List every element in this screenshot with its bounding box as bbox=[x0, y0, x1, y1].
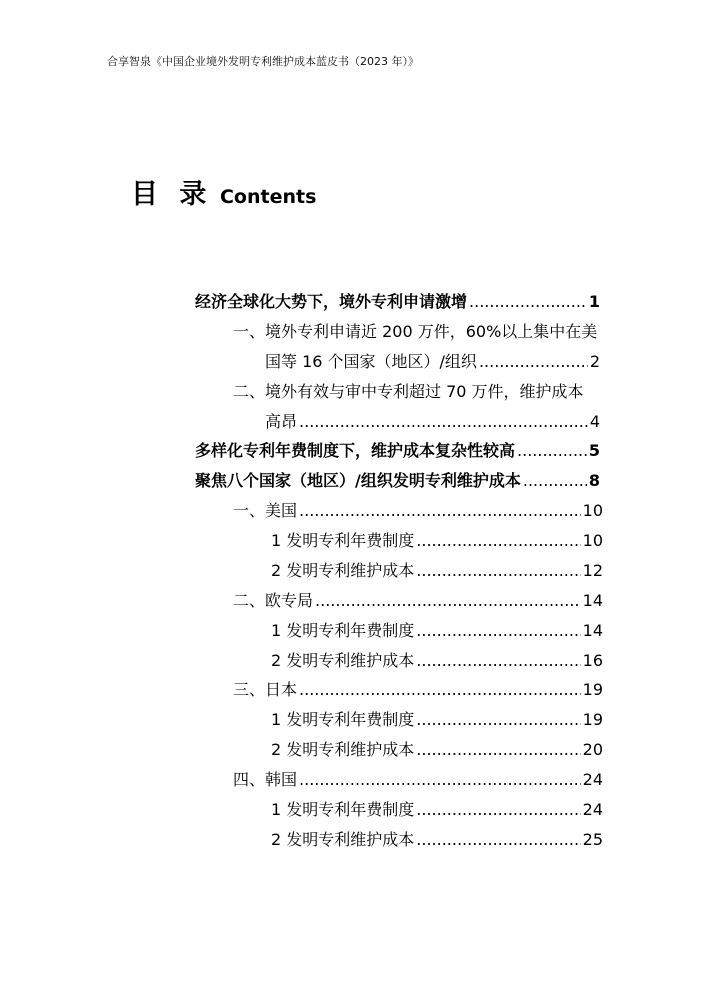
toc-entry-1-1[interactable] bbox=[265, 352, 600, 372]
dot-leader bbox=[523, 471, 587, 491]
dot-leader bbox=[315, 591, 581, 611]
dot-leader bbox=[416, 531, 580, 551]
dot-leader bbox=[299, 770, 581, 790]
toc-page-number: 5 bbox=[588, 441, 600, 460]
toc-entry-section-2[interactable] bbox=[195, 441, 600, 461]
toc-page-number: 8 bbox=[588, 471, 600, 490]
toc-entry-kr-cost[interactable] bbox=[271, 830, 603, 850]
toc-entry-label: 三、日本 bbox=[233, 680, 298, 699]
toc-entry-epo-cost[interactable] bbox=[271, 651, 603, 671]
toc-page-number: 2 bbox=[589, 352, 600, 371]
title-english: Contents bbox=[219, 186, 317, 208]
toc-page-number: 25 bbox=[582, 830, 603, 849]
toc-entry-label: 2 发明专利维护成本 bbox=[271, 740, 415, 759]
toc-page-number: 14 bbox=[582, 591, 603, 610]
dot-leader bbox=[416, 800, 580, 820]
toc-page-number: 24 bbox=[582, 770, 603, 789]
dot-leader bbox=[416, 621, 580, 641]
toc-entry-label: 1 发明专利年费制度 bbox=[271, 710, 415, 729]
toc-entry-jp-fee[interactable] bbox=[271, 710, 603, 730]
toc-entry-jp-cost[interactable] bbox=[271, 740, 603, 760]
toc-entry-epo[interactable] bbox=[233, 591, 603, 611]
toc-entry-label: 经济全球化大势下，境外专利申请激增 bbox=[195, 292, 468, 311]
toc-entry-kr-fee[interactable] bbox=[271, 800, 603, 820]
dot-leader bbox=[416, 740, 580, 760]
dot-leader bbox=[416, 830, 580, 850]
toc-page-number: 10 bbox=[582, 531, 603, 550]
dot-leader bbox=[479, 352, 588, 372]
toc-entry-label: 2 发明专利维护成本 bbox=[271, 830, 415, 849]
toc-entry-label: 一、美国 bbox=[233, 501, 298, 520]
toc-page-number: 19 bbox=[582, 680, 603, 699]
toc-entry-epo-fee[interactable] bbox=[271, 621, 603, 641]
toc-page-number: 1 bbox=[588, 292, 600, 311]
toc-entry-us[interactable] bbox=[233, 501, 603, 521]
toc-page-number: 14 bbox=[582, 621, 603, 640]
toc-entry-1-1-line1[interactable]: 一、境外专利申请近 200 万件，60%以上集中在美 bbox=[233, 322, 598, 341]
toc-page-number: 20 bbox=[582, 740, 603, 759]
toc-entry-label: 国等 16 个国家（地区）/组织 bbox=[265, 352, 477, 371]
page-title bbox=[131, 172, 316, 211]
dot-leader bbox=[517, 441, 587, 461]
title-chinese: 目 录 bbox=[131, 179, 213, 210]
running-header: 合享智泉《中国企业境外发明专利维护成本蓝皮书（2023 年）》 bbox=[107, 55, 419, 68]
dot-leader bbox=[299, 412, 588, 432]
toc-entry-section-3[interactable] bbox=[195, 471, 600, 491]
dot-leader bbox=[469, 292, 587, 312]
dot-leader bbox=[416, 651, 580, 671]
toc-entry-jp[interactable] bbox=[233, 680, 603, 700]
toc-entry-label: 2 发明专利维护成本 bbox=[271, 561, 415, 580]
toc-entry-label: 高昂 bbox=[265, 412, 298, 431]
toc-entry-1-2[interactable] bbox=[265, 412, 600, 432]
toc-page-number: 19 bbox=[582, 710, 603, 729]
toc-entry-label: 2 发明专利维护成本 bbox=[271, 651, 415, 670]
toc-page-number: 16 bbox=[582, 651, 603, 670]
toc-entry-label: 多样化专利年费制度下，维护成本复杂性较高 bbox=[195, 441, 516, 460]
toc-entry-label: 二、欧专局 bbox=[233, 591, 314, 610]
toc-entry-1-2-line1[interactable]: 二、境外有效与审中专利超过 70 万件，维护成本 bbox=[233, 382, 584, 401]
toc-page-number: 24 bbox=[582, 800, 603, 819]
toc-entry-label: 1 发明专利年费制度 bbox=[271, 800, 415, 819]
toc-page-number: 4 bbox=[589, 412, 600, 431]
toc-entry-section-1[interactable] bbox=[195, 292, 600, 312]
toc-entry-label: 四、韩国 bbox=[233, 770, 298, 789]
dot-leader bbox=[299, 680, 581, 700]
toc-entry-us-fee[interactable] bbox=[271, 531, 603, 551]
toc-entry-kr[interactable] bbox=[233, 770, 603, 790]
dot-leader bbox=[299, 501, 581, 521]
dot-leader bbox=[416, 710, 580, 730]
dot-leader bbox=[416, 561, 580, 581]
toc-entry-label: 聚焦八个国家（地区）/组织发明专利维护成本 bbox=[195, 471, 521, 490]
toc-entry-label: 1 发明专利年费制度 bbox=[271, 621, 415, 640]
toc-entry-label: 1 发明专利年费制度 bbox=[271, 531, 415, 550]
toc-entry-us-cost[interactable] bbox=[271, 561, 603, 581]
toc-page-number: 10 bbox=[582, 501, 603, 520]
toc-page-number: 12 bbox=[582, 561, 603, 580]
